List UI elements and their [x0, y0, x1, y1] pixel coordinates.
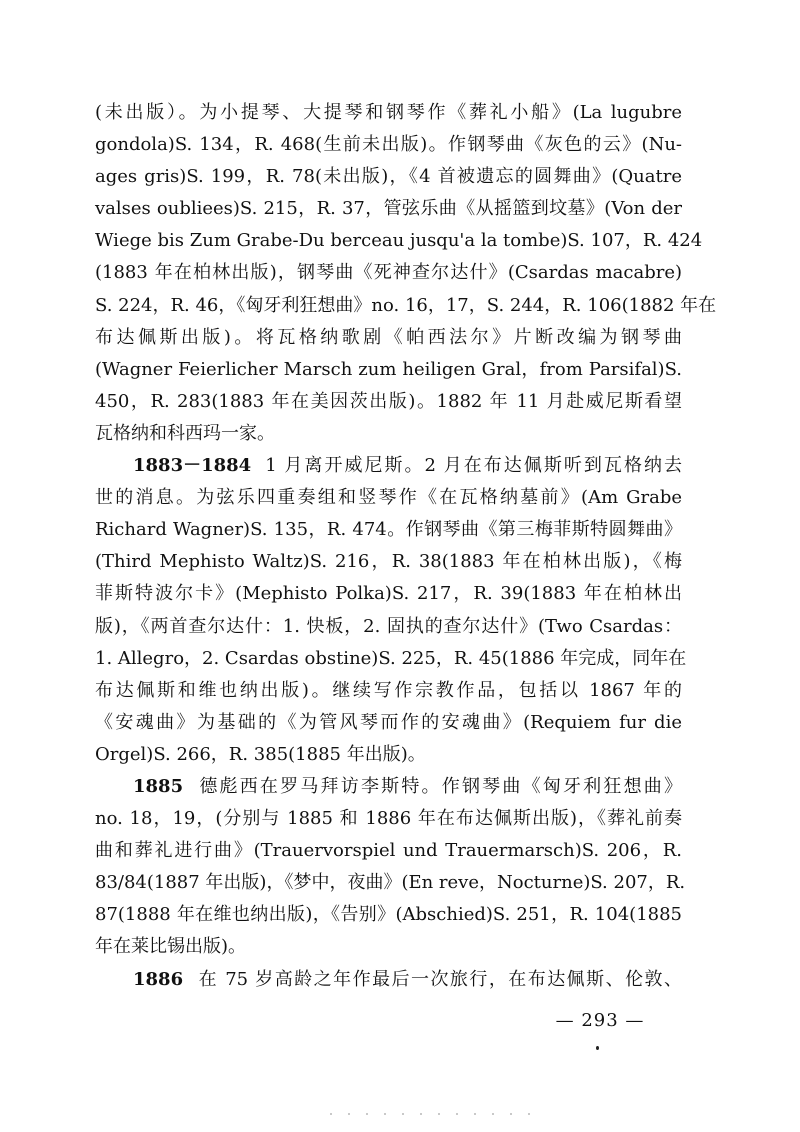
entry-1885-first-line: [95, 771, 682, 803]
text-line: gondola)S. 134，R. 468(生前未出版)。作钢琴曲《灰色的云》(Nu-: [95, 134, 682, 156]
entry-1886-first-line: [95, 964, 682, 996]
text-line: 瓦格纳和科西玛一家。: [95, 422, 275, 444]
text-line: 1. Allegro，2. Csardas obstine)S. 225，R. 45(1886 年完成，同年在: [95, 647, 687, 669]
entry-year: 1883－1884: [133, 455, 252, 477]
body-text: [95, 97, 717, 996]
entry-1883-first-line: [95, 450, 682, 482]
text-line: 曲和葬礼进行曲》(Trauervorspiel und Trauermarsch)S. 206，R.: [95, 840, 682, 862]
text-line: 菲斯特波尔卡》(Mephisto Polka)S. 217，R. 39(1883 年在柏林出: [95, 583, 682, 605]
text-line: 布达佩斯和维也纳出版)。继续写作宗教作品，包括以 1867 年的: [95, 679, 682, 701]
text-line: Richard Wagner)S. 135，R. 474。作钢琴曲《第三梅菲斯特圆舞曲》: [95, 519, 682, 541]
text-line: (Third Mephisto Waltz)S. 216，R. 38(1883 年在柏林出版)，《梅: [95, 551, 682, 573]
text-line: 布达佩斯出版)。将瓦格纳歌剧《帕西法尔》片断改编为钢琴曲: [95, 326, 682, 348]
text-line: 87(1888 年在维也纳出版)，《告别》(Abschied)S. 251，R. 104(1885: [95, 904, 682, 926]
entry-text: 在 75 岁高龄之年作最后一次旅行，在布达佩斯、伦敦、: [197, 968, 682, 990]
scan-artifact: [330, 1113, 530, 1115]
ink-mark: [596, 1046, 599, 1050]
text-line: ages gris)S. 199，R. 78(未出版)，《4 首被遗忘的圆舞曲》(Quatre: [95, 166, 682, 188]
text-line: 83/84(1887 年出版)，《梦中，夜曲》(En reve，Nocturne)S. 207，R.: [95, 872, 686, 894]
text-line: S. 224，R. 46，《匈牙利狂想曲》no. 16，17，S. 244，R. 106(1882 年在: [95, 294, 717, 316]
entry-text: 1 月离开威尼斯。2 月在布达佩斯听到瓦格纳去: [265, 455, 682, 477]
text-line: 《安魂曲》为基础的《为管风琴而作的安魂曲》(Requiem fur die: [95, 711, 682, 733]
text-line: (Wagner Feierlicher Marsch zum heiligen Gral，from Parsifal)S.: [95, 358, 682, 380]
text-line: 版)，《两首查尔达什：1. 快板，2. 固执的查尔达什》(Two Csardas：: [95, 615, 682, 637]
entry-year: 1886: [133, 968, 184, 990]
text-line: valses oubliees)S. 215，R. 37，管弦乐曲《从摇篮到坟墓》(Von der: [95, 198, 682, 220]
text-line: no. 18，19，(分别与 1885 和 1886 年在布达佩斯出版)，《葬礼前奏: [95, 808, 682, 830]
text-line: 世的消息。为弦乐四重奏组和竖琴作《在瓦格纳墓前》(Am Grabe: [95, 487, 682, 509]
entry-year: 1885: [133, 775, 184, 797]
text-line: (未出版）。为小提琴、大提琴和钢琴作《葬礼小船》(La lugubre: [95, 102, 682, 123]
text-line: 450，R. 283(1883 年在美因茨出版)。1882 年 11 月赴威尼斯看望: [95, 390, 682, 412]
text-line: (1883 年在柏林出版)，钢琴曲《死神查尔达什》(Csardas macabre): [95, 262, 682, 284]
text-line: Wiege bis Zum Grabe-Du berceau jusqu'a la tombe)S. 107，R. 424: [95, 230, 703, 252]
page-number: — 293 —: [555, 1010, 645, 1031]
entry-text: 德彪西在罗马拜访李斯特。作钢琴曲《匈牙利狂想曲》: [197, 775, 682, 797]
text-line: 年在莱比锡出版)。: [95, 936, 247, 958]
text-line: Orgel)S. 266，R. 385(1885 年出版)。: [95, 743, 426, 765]
